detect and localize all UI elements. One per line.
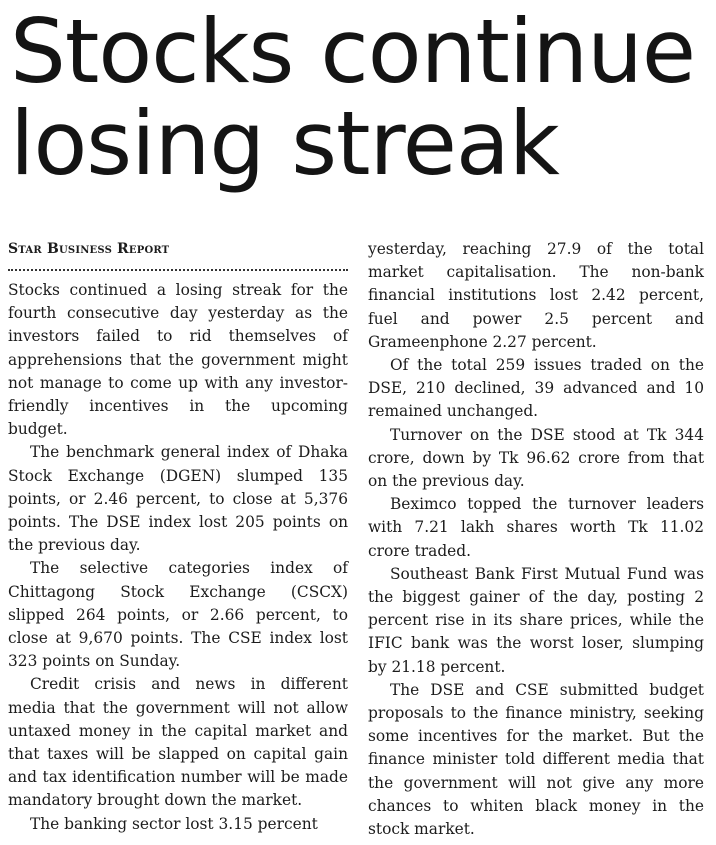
article-body	[8, 238, 704, 841]
paragraph: The selective categories index of Chittagong Stock Exchange (CSCX) slipped 264 points, or 2.66 percent, to close at 9,670 points. The CSE index lost 323 points on Sunday.	[8, 559, 348, 671]
paragraph: Southeast Bank First Mutual Fund was the biggest gainer of the day, posting 2 percent rise in its share prices, while the IFIC bank was the worst loser, slumping by 21.18 percent.	[368, 564, 704, 676]
paragraph: Stocks continued a losing streak for the fourth consecutive day yesterday as the investors failed to rid themselves of apprehensions that the government might not manage to come up with any investor-friendly incentives in the upcoming budget.	[8, 281, 348, 439]
paragraph-continued: yesterday, reaching 27.9 of the total market capitalisation. The non-bank financial institutions lost 2.42 percent, fuel and power 2.5 percent and Grameenphone 2.27 percent.	[368, 240, 704, 351]
paragraph: The DSE and CSE submitted budget proposals to the finance ministry, seeking some incentives for the market. But the finance minister told different media that the government will not give any more chances to whiten black money in the stock market.	[368, 680, 704, 839]
headline	[10, 0, 710, 195]
paragraph: The banking sector lost 3.15 percent	[30, 814, 318, 833]
paragraph: Beximco topped the turnover leaders with 7.21 lakh shares worth Tk 11.02 crore traded.	[368, 495, 704, 560]
headline-line-2: losing streak	[10, 92, 559, 195]
dotted-divider	[8, 261, 348, 271]
left-column	[8, 238, 348, 841]
headline-line-1: Stocks continue	[10, 0, 696, 103]
paragraph: Credit crisis and news in different media that the government will not allow untaxed money in the capital market and that taxes will be slapped on capital gain and tax identification number will be made mandatory brought down the market.	[8, 675, 348, 810]
paragraph: The benchmark general index of Dhaka Stock Exchange (DGEN) slumped 135 points, or 2.46 percent, to close at 5,376 points. The DSE index lost 205 points on the previous day.	[8, 443, 348, 555]
byline: Star Business Report	[8, 241, 170, 257]
paragraph: Turnover on the DSE stood at Tk 344 crore, down by Tk 96.62 crore from that on the previous day.	[368, 425, 704, 491]
right-column	[368, 238, 704, 841]
paragraph: Of the total 259 issues traded on the DSE, 210 declined, 39 advanced and 10 remained unchanged.	[368, 356, 704, 421]
